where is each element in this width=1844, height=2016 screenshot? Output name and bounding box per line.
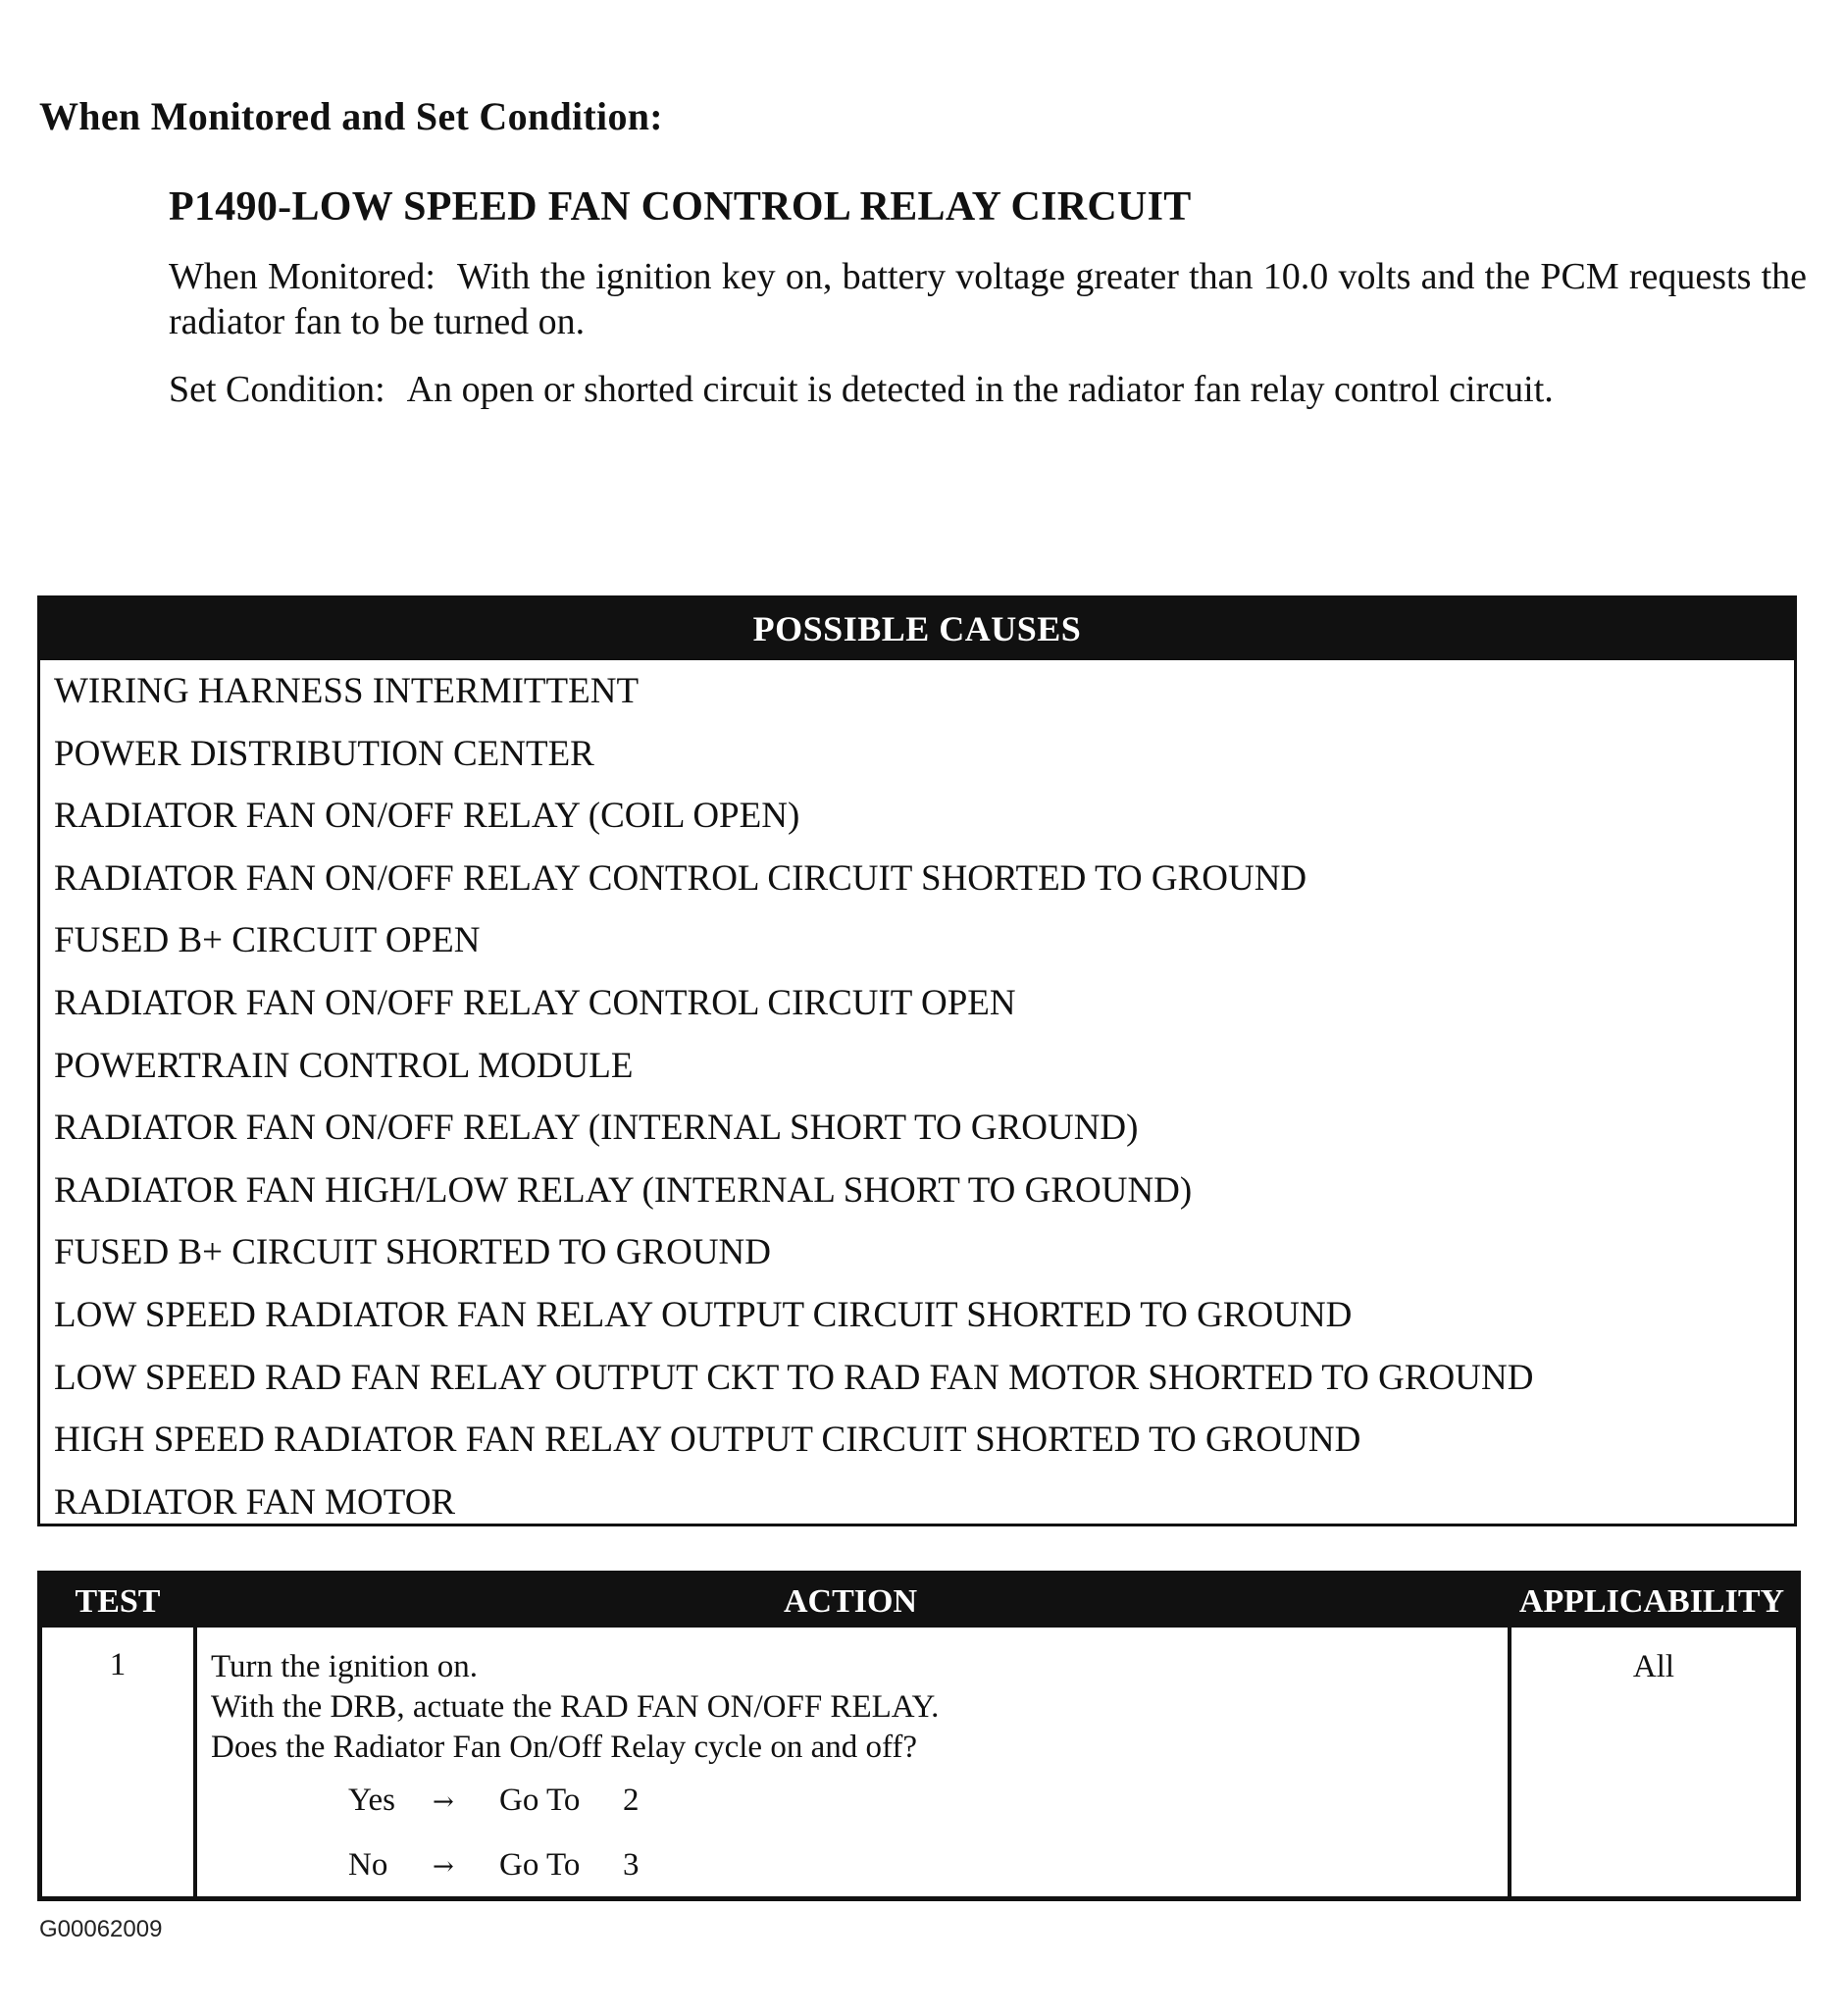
column-header-action: ACTION (783, 1583, 918, 1620)
action-line: Does the Radiator Fan On/Off Relay cycle on and off? (211, 1730, 917, 1765)
branch-goto-label: Go To (499, 1783, 581, 1818)
branch-answer: No (348, 1847, 388, 1883)
cause-item: FUSED B+ CIRCUIT OPEN (54, 920, 481, 961)
branch-step-number: 2 (623, 1783, 640, 1818)
test-table-header (42, 1576, 1796, 1628)
cause-item: POWER DISTRIBUTION CENTER (54, 733, 594, 774)
cause-item: RADIATOR FAN ON/OFF RELAY (INTERNAL SHORT TO GROUND) (54, 1108, 1139, 1149)
cause-item: FUSED B+ CIRCUIT SHORTED TO GROUND (54, 1232, 771, 1273)
cause-item: POWERTRAIN CONTROL MODULE (54, 1045, 634, 1086)
cause-item: RADIATOR FAN HIGH/LOW RELAY (INTERNAL SHORT TO GROUND) (54, 1169, 1193, 1211)
branch-answer: Yes (348, 1783, 396, 1818)
possible-causes-header: POSSIBLE CAUSES (40, 598, 1794, 660)
applicability-cell: All (1632, 1649, 1675, 1684)
test-table (37, 1571, 1801, 1901)
column-header-test: TEST (75, 1583, 161, 1620)
action-cell (211, 1628, 939, 1897)
branch-step-number: 3 (623, 1847, 640, 1883)
cause-item: LOW SPEED RADIATOR FAN RELAY OUTPUT CIRCUIT SHORTED TO GROUND (54, 1294, 1353, 1335)
action-line: With the DRB, actuate the RAD FAN ON/OFF RELAY. (211, 1689, 940, 1725)
column-header-applicability: APPLICABILITY (1518, 1583, 1785, 1620)
test-number-cell: 1 (109, 1647, 127, 1682)
cause-item: RADIATOR FAN ON/OFF RELAY CONTROL CIRCUIT SHORTED TO GROUND (54, 857, 1307, 899)
cause-item: LOW SPEED RAD FAN RELAY OUTPUT CKT TO RAD FAN MOTOR SHORTED TO GROUND (54, 1357, 1534, 1398)
cause-item: RADIATOR FAN ON/OFF RELAY (COIL OPEN) (54, 796, 800, 837)
possible-causes-list (40, 660, 1794, 1533)
branch-goto-label: Go To (499, 1847, 581, 1883)
cause-item: WIRING HARNESS INTERMITTENT (54, 671, 640, 711)
when-monitored-paragraph (169, 254, 1807, 344)
branch-no (348, 1833, 939, 1897)
column-divider (193, 1628, 197, 1896)
action-line: Turn the ignition on. (211, 1649, 478, 1684)
when-monitored-text: With the ignition key on, battery voltage greater than 10.0 volts and the PCM requests the radiator fan to be turned on. (169, 256, 1808, 342)
dtc-title: P1490-LOW SPEED FAN CONTROL RELAY CIRCUIT (169, 184, 1192, 230)
cause-item: RADIATOR FAN MOTOR (54, 1481, 456, 1523)
when-monitored-label: When Monitored: (169, 256, 435, 297)
set-condition-text: An open or shorted circuit is detected in the radiator fan relay control circuit. (406, 369, 1554, 410)
set-condition-label: Set Condition: (169, 369, 385, 410)
figure-id: G00062009 (39, 1916, 163, 1942)
cause-item: HIGH SPEED RADIATOR FAN RELAY OUTPUT CIRCUIT SHORTED TO GROUND (54, 1420, 1361, 1461)
branch-yes (348, 1768, 939, 1833)
right-arrow-icon: → (433, 1852, 454, 1882)
possible-causes-box (37, 595, 1797, 1526)
section-heading: When Monitored and Set Condition: (39, 94, 663, 138)
right-arrow-icon: → (433, 1787, 454, 1817)
cause-item: RADIATOR FAN ON/OFF RELAY CONTROL CIRCUIT OPEN (54, 982, 1016, 1023)
set-condition-paragraph (169, 367, 1807, 412)
